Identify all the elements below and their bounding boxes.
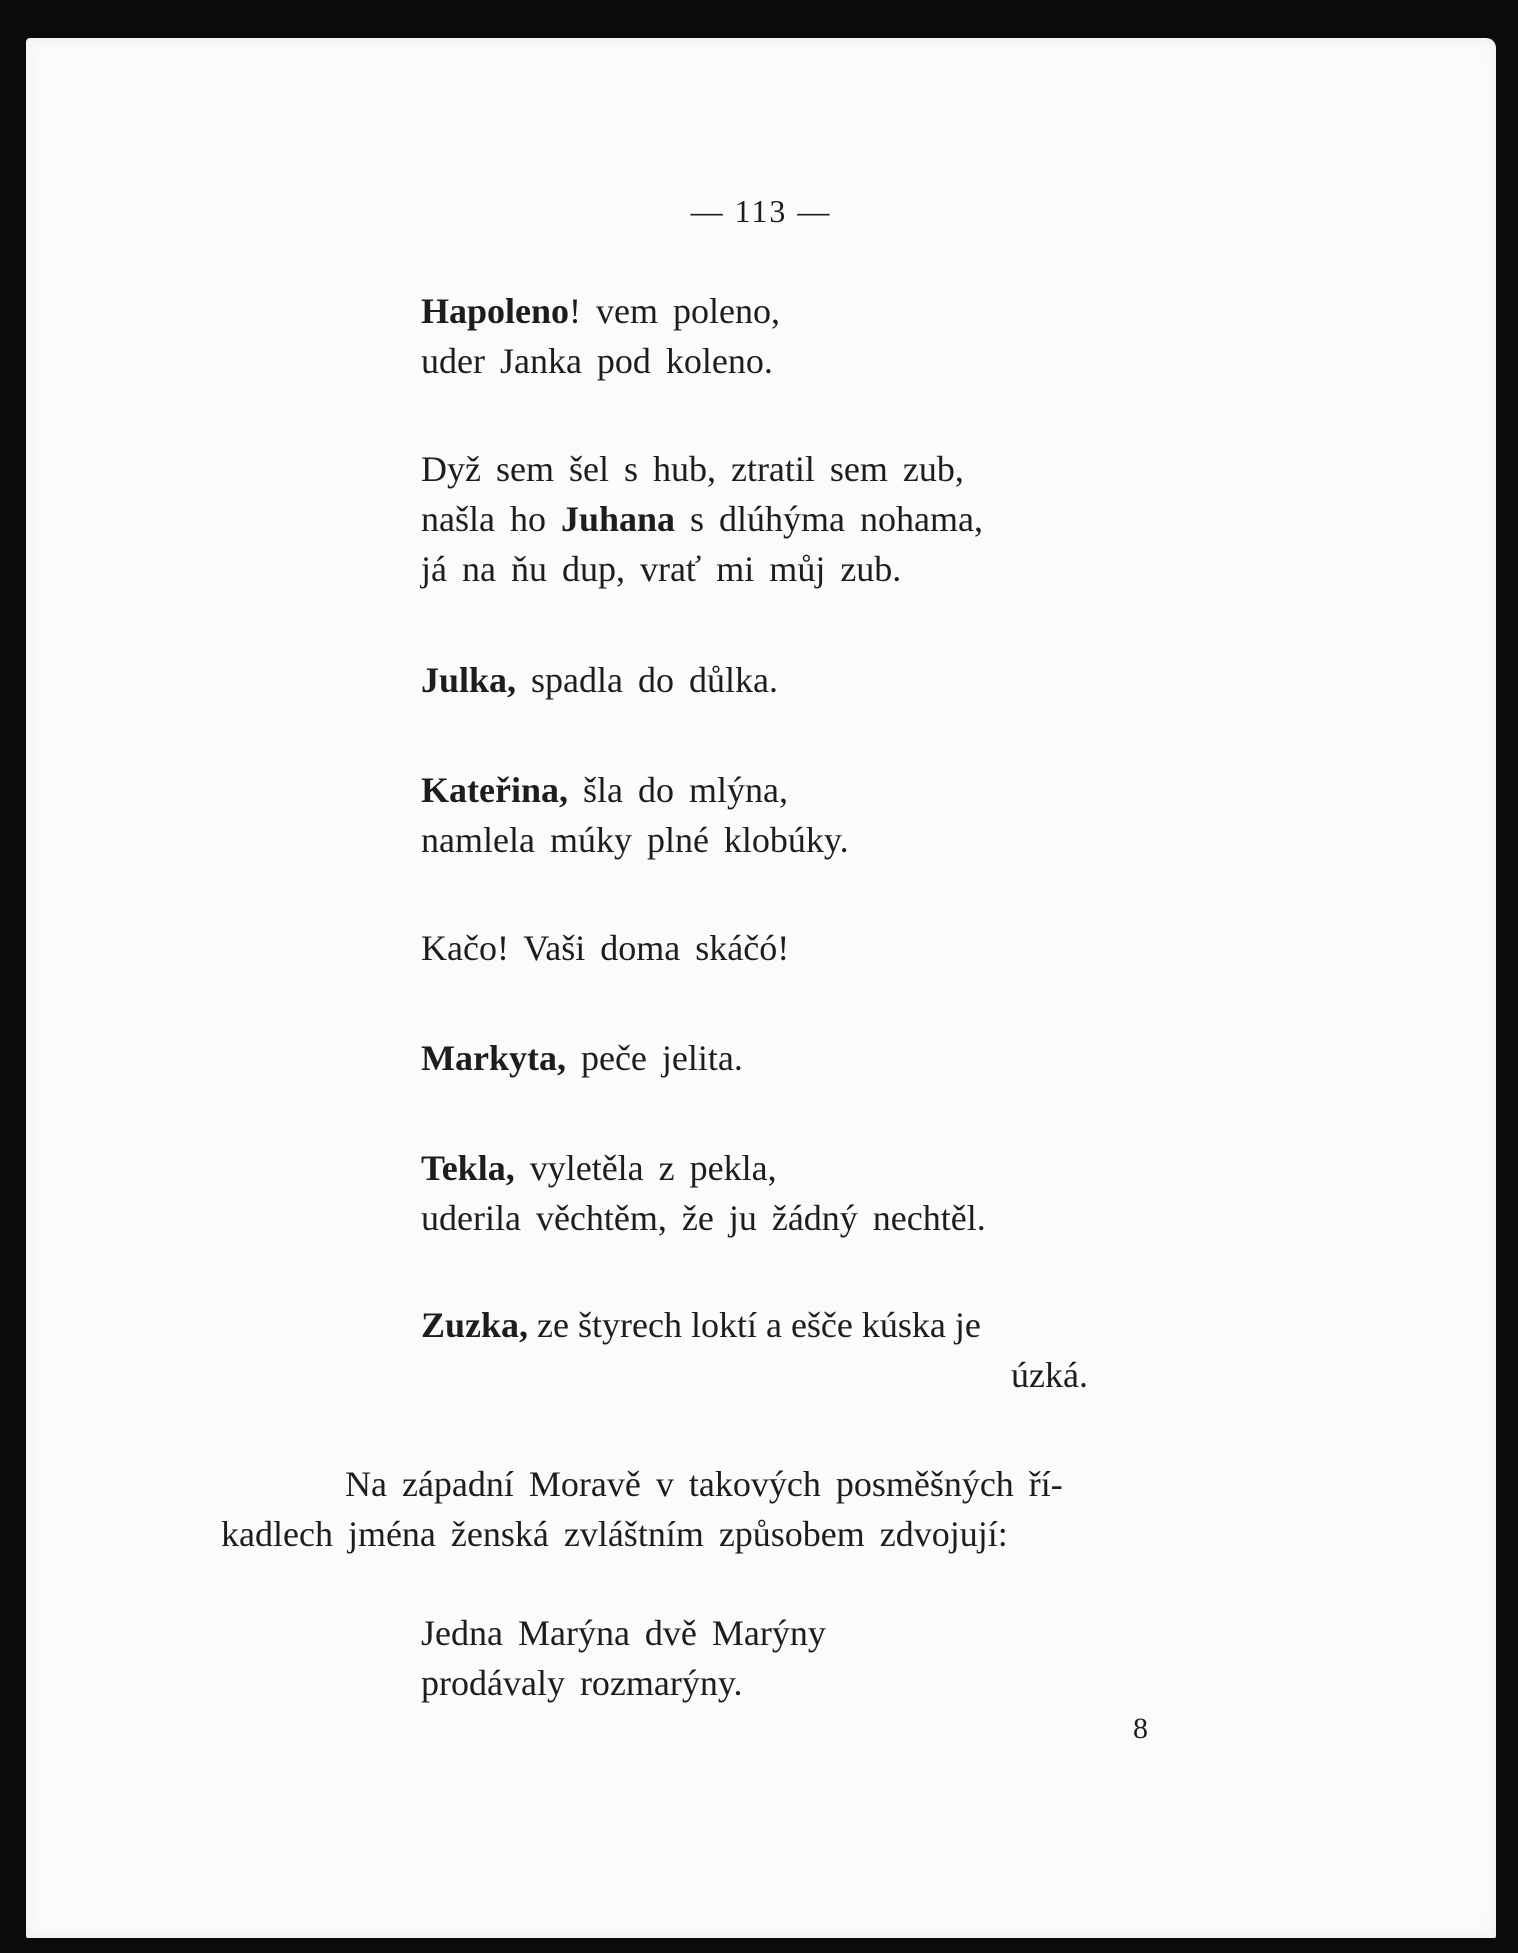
verse-line xyxy=(421,1300,1221,1350)
verse-line: namlela múky plné klobúky. xyxy=(421,820,849,860)
stanza xyxy=(421,1143,986,1243)
verse-line: Jedna Marýna dvě Marýny xyxy=(421,1613,826,1653)
verse-text: vyletěla z pekla, xyxy=(514,1148,777,1188)
stanza xyxy=(421,923,789,973)
stanza xyxy=(421,286,780,386)
verse-text: peče jelita. xyxy=(565,1038,743,1078)
verse-text: našla ho xyxy=(421,499,561,539)
bold-name: Kateřina, xyxy=(421,770,568,810)
verse-text: šla do mlýna, xyxy=(567,770,788,810)
verse-line xyxy=(421,1033,743,1083)
stanza xyxy=(421,1033,743,1083)
verse-text: spadla do důlka. xyxy=(516,660,778,700)
verse-text: ! vem poleno, xyxy=(569,291,780,331)
verse-line: uder Janka pod koleno. xyxy=(421,341,773,381)
page-number-header: — 113 — xyxy=(690,193,832,229)
prose-paragraph xyxy=(221,1459,1241,1559)
verse-line xyxy=(421,494,983,544)
verse-line xyxy=(421,1143,986,1193)
stanza xyxy=(421,765,849,865)
bold-name: Markyta, xyxy=(421,1038,566,1078)
stanza xyxy=(421,444,983,594)
stanza xyxy=(421,1300,1221,1400)
bold-name: Julka, xyxy=(421,660,517,700)
verse-line xyxy=(421,765,849,815)
book-page xyxy=(26,38,1496,1938)
bold-name: Tekla, xyxy=(421,1148,515,1188)
verse-text: ze štyrech loktí a ešče kúska je xyxy=(528,1305,981,1345)
bold-name: Juhana xyxy=(560,499,676,539)
prose-line: Na západní Moravě v takových posměšných ří- xyxy=(345,1464,1063,1504)
signature-mark: 8 xyxy=(1133,1712,1148,1745)
verse-line: já na ňu dup, vrať mi můj zub. xyxy=(421,549,902,589)
verse-line: uderila věchtěm, že ju žádný nechtěl. xyxy=(421,1198,986,1238)
verse-line xyxy=(421,286,780,336)
verse-line: prodávaly rozmarýny. xyxy=(421,1663,743,1703)
bold-name: Hapoleno xyxy=(421,291,570,331)
binding-rail xyxy=(18,40,23,1940)
verse-line-continuation: úzká. xyxy=(1011,1355,1088,1395)
stanza xyxy=(421,1608,826,1708)
verse-line xyxy=(421,655,778,705)
verse-text: s dlúhýma nohama, xyxy=(675,499,983,539)
verse-line: Dyž sem šel s hub, ztratil sem zub, xyxy=(421,449,964,489)
stanza xyxy=(421,655,778,705)
bold-name: Zuzka, xyxy=(421,1305,529,1345)
verse-line: Kačo! Vaši doma skáčó! xyxy=(421,928,790,968)
prose-line: kadlech jména ženská zvláštním způsobem zdvojují: xyxy=(221,1514,1008,1554)
